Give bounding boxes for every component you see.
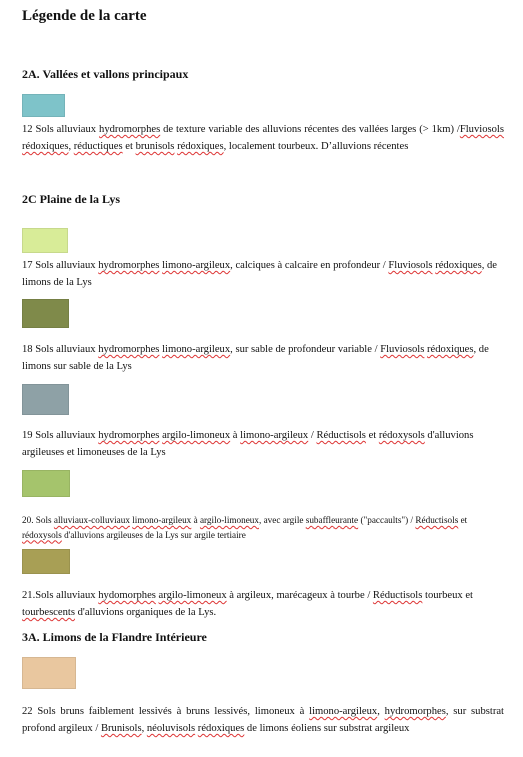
legend-text-17: 17 Sols alluviaux hydromorphes limono-argileux, calciques à calcaire en profondeur / Fluviosols rédoxiques, de limons de la Lys: [22, 260, 497, 288]
legend-swatch-18: [22, 299, 69, 328]
section-heading-3a: 3A. Limons de la Flandre Intérieure: [22, 630, 207, 644]
legend-swatch-12: [22, 94, 65, 117]
legend-text-22: 22 Sols bruns faiblement lessivés à bruns lessivés, limoneux à limono-argileux, hydromorphes, sur substrat profond argileux / Brunisols, néoluvisols rédoxiques de limons éoliens sur substrat argileux: [22, 706, 504, 734]
legend-text-19: 19 Sols alluviaux hydromorphes argilo-limoneux à limono-argileux / Réductisols et rédoxysols d'alluvions argileuses et limoneuses de la Lys: [22, 430, 474, 458]
page-title: Légende de la carte: [22, 8, 147, 24]
legend-text-12: 12 Sols alluviaux hydromorphes de texture variable des alluvions récentes des vallées larges (> 1km) /Fluviosols rédoxiques, réductiques et brunisols rédoxiques, localement tourbeux. D’alluvions récentes: [22, 124, 504, 152]
legend-swatch-22: [22, 657, 76, 689]
legend-swatch-19: [22, 384, 69, 415]
section-heading-2a: 2A. Vallées et vallons principaux: [22, 67, 189, 81]
section-heading-2c: 2C Plaine de la Lys: [22, 192, 121, 206]
legend-text-20: 20. Sols alluviaux-colluviaux limono-argileux à argilo-limoneux, avec argile subaffleurante ("paccaults") / Réductisols et rédoxysols d'alluvions argileuses de la Lys sur argile tertiaire: [22, 515, 468, 540]
legend-swatch-17: [22, 228, 68, 253]
legend-text-18: 18 Sols alluviaux hydromorphes limono-argileux, sur sable de profondeur variable / Fluviosols rédoxiques, de limons sur sable de la Lys: [22, 344, 489, 372]
legend-swatch-21: [22, 549, 70, 574]
legend-text-21: 21.Sols alluviaux hydomorphes argilo-limoneux à argileux, marécageux à tourbe / Réductisols tourbeux et tourbescents d'alluvions organiques de la Lys.: [22, 590, 473, 618]
legend-swatch-20: [22, 470, 70, 497]
